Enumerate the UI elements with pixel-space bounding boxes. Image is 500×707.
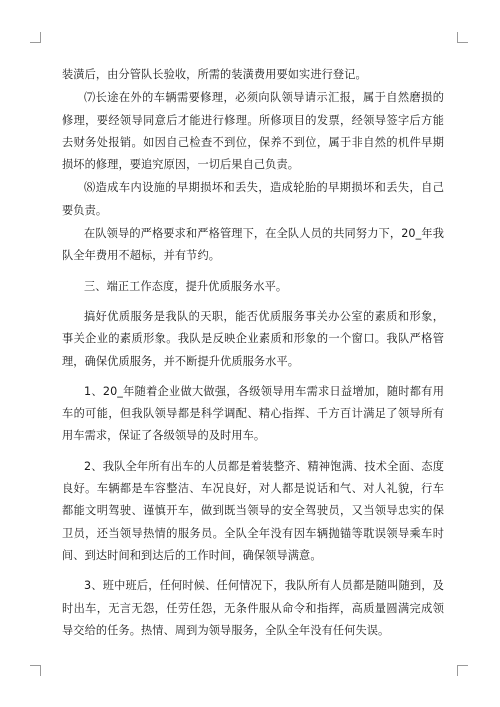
crop-mark-top-left <box>30 32 41 43</box>
paragraph-item-1: 1、20_年随着企业做大做强，各级领导用车需求日益增加，随时都有用车的可能，但我队领导都是科学调配、精心指挥、千方百计满足了领导所有用车需求，保证了各级领导的及时用车。 <box>62 384 444 443</box>
paragraph-service-duty: 搞好优质服务是我队的天职，能否优质服务事关办公室的素质和形象，事关企业的素质形象。我队是反映企业素质和形象的一个窗口。我队严格管理，确保优质服务，并不断提升优质服务水平。 <box>62 309 444 368</box>
crop-mark-bottom-right <box>457 665 468 676</box>
paragraph-repair-approval: ⑺长途在外的车辆需要修理，必须向队领导请示汇报，属于自然磨损的修理，要经领导同意后才能进行修理。所修项目的发票，经领导签字后方能去财务处报销。如因自己检查不到位，保养不到位，属于非自然的机件早期损坏的修理，要追究原因，一切后果自己负责。 <box>62 91 444 172</box>
section-heading-service: 三、端正工作态度，提升优质服务水平。 <box>84 279 288 293</box>
paragraph-item-3: 3、班中班后，任何时候、任何情况下，我队所有人员都是随叫随到，及时出车，无言无怨，任劳任怨，无条件服从命令和指挥，高质量圆满完成领导交给的任务。热情、周到为领导服务，全队全年没有任何失误。 <box>62 579 444 637</box>
crop-mark-bottom-left <box>30 665 41 676</box>
document-body <box>62 64 444 647</box>
paragraph-damage-responsibility: ⑻造成车内设施的早期损坏和丢失，造成轮胎的早期损坏和丢失，自己要负责。 <box>62 181 444 217</box>
paragraph-cost-control: 在队领导的严格要求和严格管理下，在全队人员的共同努力下，20_年我队全年费用不超标，并有节约。 <box>62 227 444 263</box>
paragraph-decoration-registration: 装潢后，由分管队长验收，所需的装潢费用要如实进行登记。 <box>62 68 367 81</box>
crop-mark-top-right <box>457 32 468 43</box>
paragraph-item-2: 2、我队全年所有出车的人员都是着装整齐、精神饱满、技术全面、态度良好。车辆都是车容整洁、车况良好，对人都是说话和气、对人礼貌，行车都能文明驾驶、谨慎开车，做到既当领导的安全驾驶员，又当领导忠实的保卫员，还当领导热情的服务员。全队全年没有因车辆抛锚等耽误领导乘车时间、到达时间和到达后的工作时间，确保领导满意。 <box>62 459 444 562</box>
